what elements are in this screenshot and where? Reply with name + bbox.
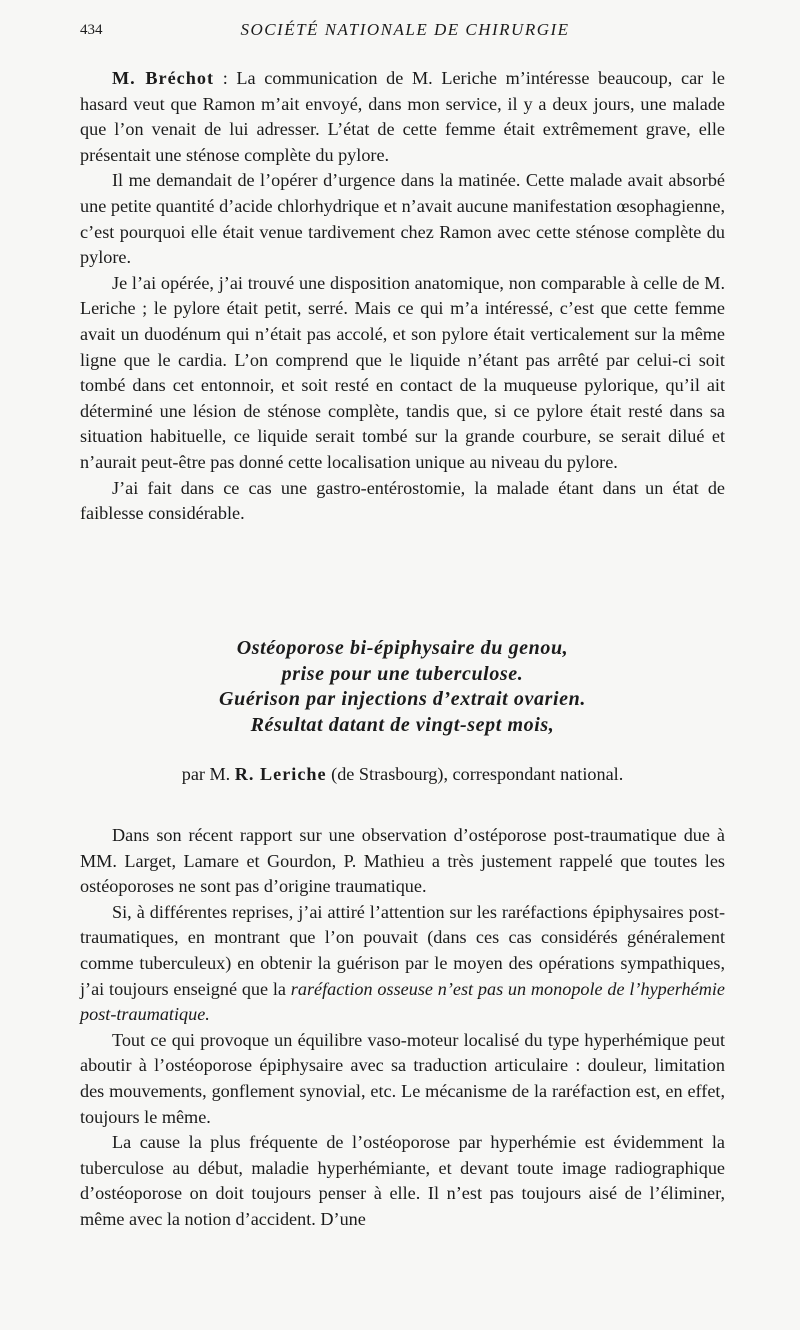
discussion-paragraph-1	[80, 66, 725, 168]
discussion-paragraph-4: J’ai fait dans ce cas une gastro-entérostomie, la malade étant dans un état de faiblesse considérable.	[80, 477, 725, 524]
speaker-name: M. Bréchot	[112, 68, 215, 88]
article-body	[80, 823, 725, 1233]
article-title	[80, 636, 725, 738]
title-line-4: Résultat datant de vingt-sept mois,	[250, 713, 555, 736]
article-byline	[80, 764, 725, 785]
journal-title: SOCIÉTÉ NATIONALE DE CHIRURGIE	[240, 20, 570, 39]
article-paragraph-3: Tout ce qui provoque un équilibre vaso-moteur localisé du type hyperhémique peut aboutir à l’ostéoporose épiphysaire avec sa traduction articulaire : douleur, limitation des mouvements, gonflement synovial, etc. Le mécanisme de la raréfaction est, en effet, toujours le même.	[80, 1029, 725, 1127]
byline-suffix: (de Strasbourg), correspondant national.	[326, 764, 624, 784]
discussion-paragraph-1-text: : La communication de M. Leriche m’intéresse beaucoup, car le hasard veut que Ramon m’ait envoyé, dans mon service, il y a deux jours, une malade que l’on venait de lui adresser. L’état de cette femme était extrêmement grave, elle présentait une sténose complète du pylore.	[80, 68, 726, 165]
title-line-3: Guérison par injections d’extrait ovarien.	[219, 688, 586, 710]
discussion-section	[80, 66, 725, 527]
byline-author: R. Leriche	[234, 764, 327, 784]
title-line-2: prise pour une tuberculose.	[281, 662, 524, 685]
byline-prefix: par M.	[181, 764, 235, 784]
running-head	[80, 20, 730, 44]
article-paragraph-2-italic: raréfaction osseuse n’est pas un monopole de l’hyperhémie post-traumatique.	[80, 978, 725, 1025]
discussion-paragraph-3: Je l’ai opérée, j’ai trouvé une disposition anatomique, non comparable à celle de M. Leriche ; le pylore était petit, serré. Mais ce qui m’a intéressé, c’est que cette femme avait un duodénum qui n’était pas accolé, et son pylore était verticalement sur la même ligne que le cardia. L’on comprend que le liquide n’étant pas arrêté par celui-ci soit tombé dans cet entonnoir, et soit resté en contact de la muqueuse pylorique, qu’il ait déterminé une lésion de sténose complète, tandis que, si ce pylore était resté dans sa situation habituelle, ce liquide serait tombé sur la grande courbure, se serait dilué et n’aurait peut-être pas donné cette localisation unique au niveau du pylore.	[80, 272, 725, 472]
article-paragraph-4: La cause la plus fréquente de l’ostéoporose par hyperhémie est évidemment la tuberculose au début, maladie hyperhémiante, et devant toute image radiographique d’ostéoporose on doit toujours penser à elle. Il n’est pas toujours aisé de l’éliminer, même avec la notion d’accident. D’une	[80, 1132, 725, 1229]
article-paragraph-2	[80, 900, 725, 1028]
title-line-1: Ostéoporose bi-épiphysaire du genou,	[236, 637, 569, 659]
article-paragraph-2-text: Si, à différentes reprises, j’ai attiré l’attention sur les raréfactions épiphysaires post-traumatiques, en montrant que l’on pouvait (dans ces cas considérés généralement comme tuberculeux) en obtenir la guérison par le moyen des opérations sympathiques, j’ai toujours enseigné que la	[80, 901, 725, 999]
discussion-paragraph-2: Il me demandait de l’opérer d’urgence dans la matinée. Cette malade avait absorbé une petite quantité d’acide chlorhydrique et n’avait aucune manifestation œsophagienne, c’est pourquoi elle était venue tardivement chez Ramon avec cette sténose complète du pylore.	[80, 170, 725, 268]
page-number: 434	[80, 22, 103, 38]
article-paragraph-1: Dans son récent rapport sur une observation d’ostéporose post-traumatique due à MM. Larget, Lamare et Gourdon, P. Mathieu a très justement rappelé que toutes les ostéoporoses ne sont pas d’origine traumatique.	[80, 825, 725, 897]
